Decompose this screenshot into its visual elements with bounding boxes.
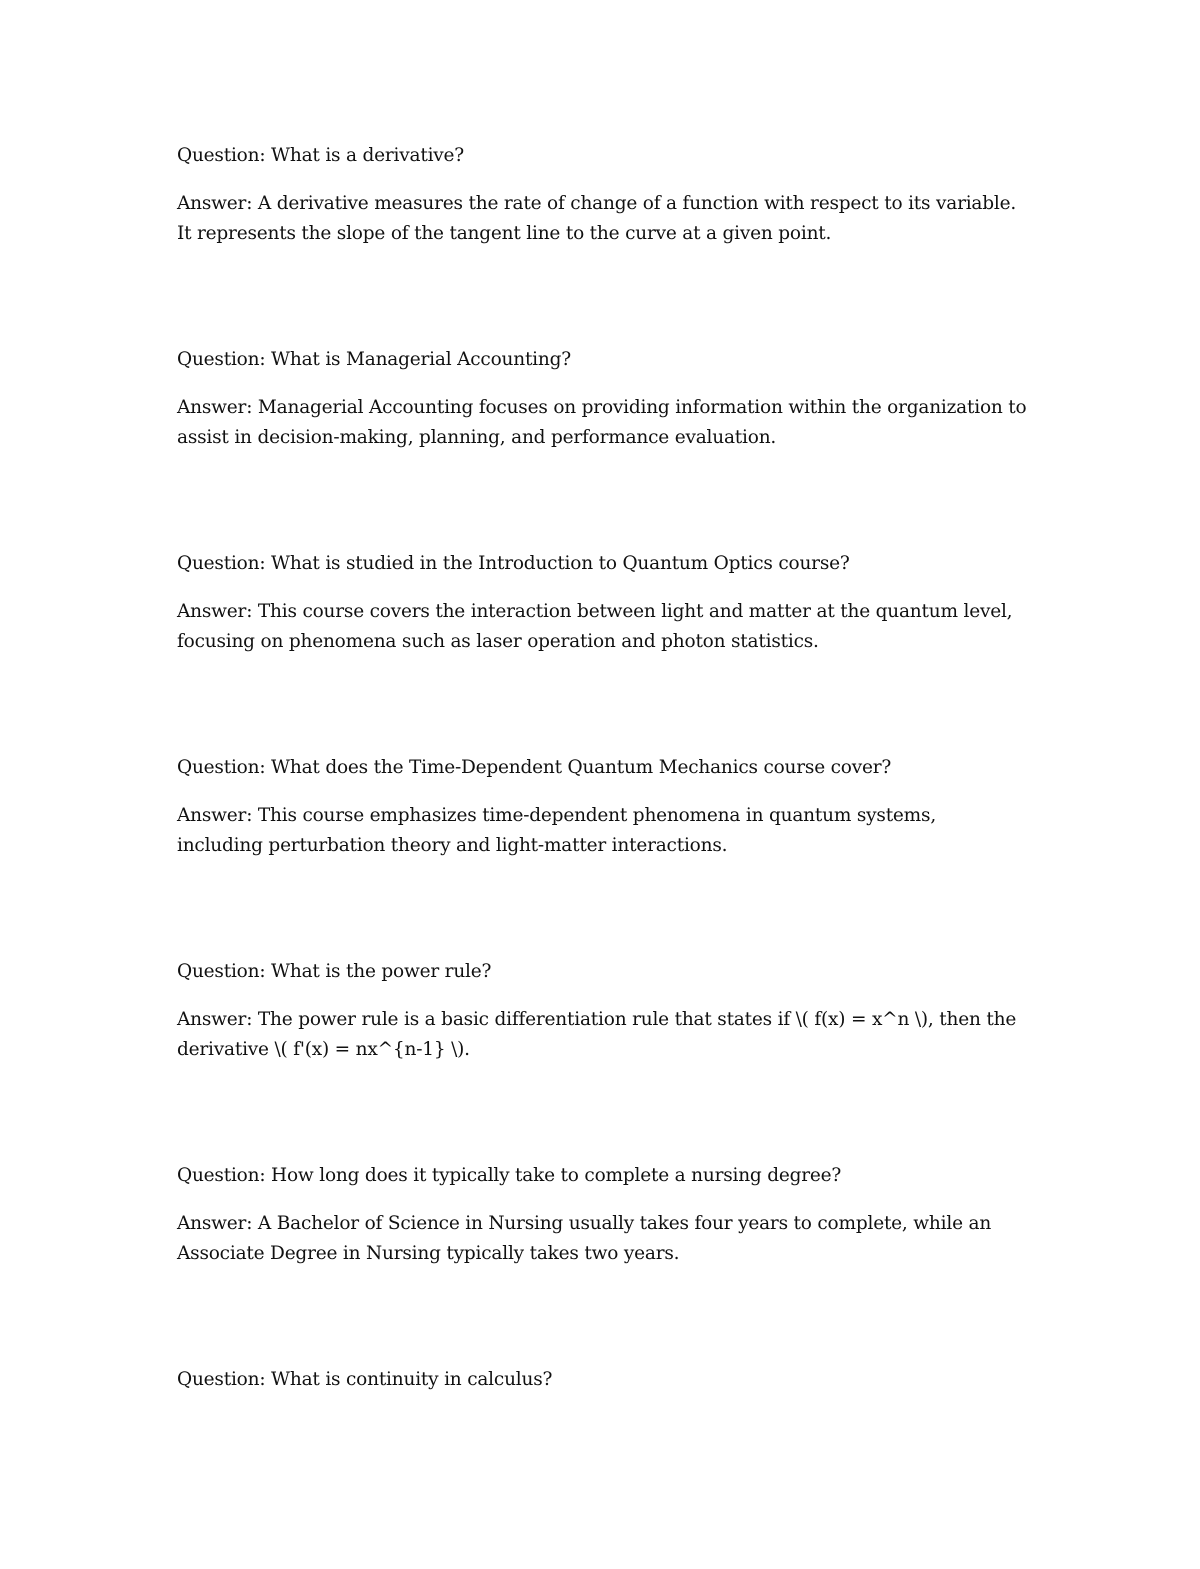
qa-item-nursing-degree (177, 1161, 1037, 1365)
qa-item-derivative (177, 141, 1037, 345)
qa-list (177, 141, 1037, 1569)
answer-text: Answer: This course emphasizes time-dependent phenomena in quantum systems, including perturbation theory and light-matter interactions. (177, 805, 937, 856)
answer-text: Answer: A Bachelor of Science in Nursing usually takes four years to complete, while an Associate Degree in Nursing typically takes two years. (177, 1213, 992, 1264)
question-text: Question: What does the Time-Dependent Quantum Mechanics course cover? (177, 757, 892, 778)
question-text: Question: What is the power rule? (177, 961, 492, 982)
question-text: Question: What is a derivative? (177, 145, 465, 166)
question-text: Question: How long does it typically take to complete a nursing degree? (177, 1165, 842, 1186)
answer-text: Answer: This course covers the interaction between light and matter at the quantum level, focusing on phenomena such as laser operation and photon statistics. (177, 601, 1013, 652)
question-text: Question: What is Managerial Accounting? (177, 349, 571, 370)
answer-text: Answer: The power rule is a basic differentiation rule that states if \( f(x) = x^n \), then the derivative \( f'(x) = nx^{n-1} \). (177, 1009, 1017, 1060)
qa-item-quantum-optics (177, 549, 1037, 753)
question-text: Question: What is studied in the Introduction to Quantum Optics course? (177, 553, 850, 574)
qa-item-power-rule (177, 957, 1037, 1161)
qa-item-continuity (177, 1365, 1037, 1569)
question-text: Question: What is continuity in calculus? (177, 1369, 553, 1390)
answer-text: Answer: Managerial Accounting focuses on providing information within the organization to assist in decision-making, planning, and performance evaluation. (177, 397, 1027, 448)
qa-item-time-dependent-qm (177, 753, 1037, 957)
qa-item-managerial-accounting (177, 345, 1037, 549)
answer-text: Answer: A derivative measures the rate of change of a function with respect to its variable. It represents the slope of the tangent line to the curve at a given point. (177, 193, 1017, 244)
